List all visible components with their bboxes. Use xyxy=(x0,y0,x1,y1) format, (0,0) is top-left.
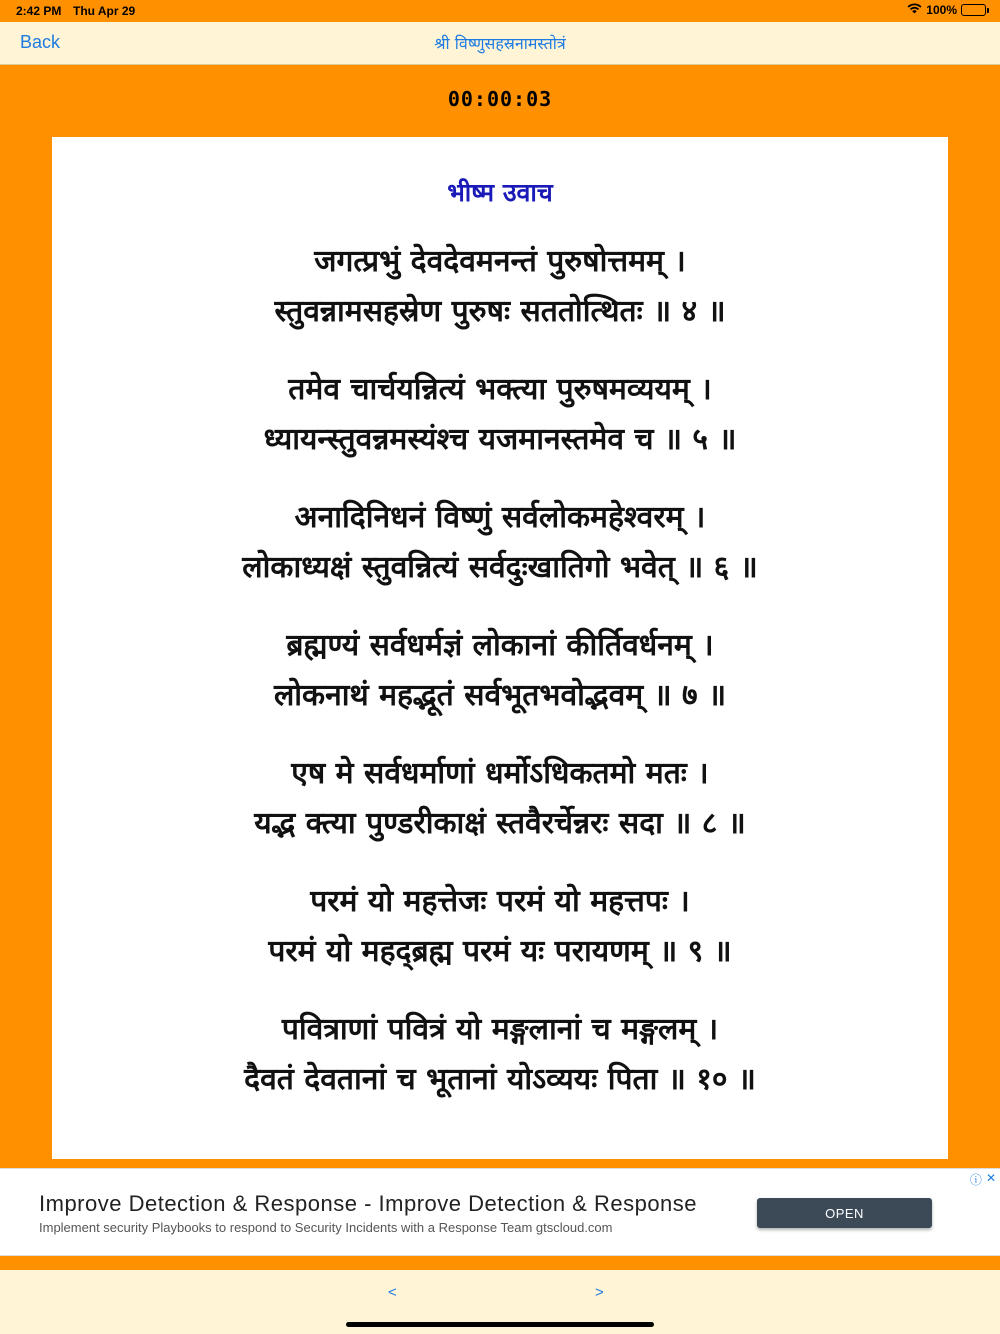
verse-line: एष मे सर्वधर्माणां धर्मोऽधिकतमो मतः । xyxy=(291,756,709,791)
ad-close-icon[interactable]: ✕ xyxy=(985,1171,996,1185)
status-bar xyxy=(0,0,1000,22)
status-time: 2:42 PM xyxy=(16,4,62,18)
verse-8 xyxy=(52,749,948,849)
verse-line: पवित्राणां पवित्रं यो मङ्गलानां च मङ्गलम् । xyxy=(281,1012,719,1047)
verse-5 xyxy=(52,365,948,465)
back-button[interactable]: Back xyxy=(20,32,61,52)
wifi-icon xyxy=(907,3,922,17)
verse-line: तमेव चार्चयन्नित्यं भक्त्या पुरुषमव्ययम् । xyxy=(288,372,712,407)
verse-line: ब्रह्मण्यं सर्वधर्मज्ञं लोकानां कीर्तिवर्धनम् । xyxy=(286,628,714,663)
verse-line: अनादिनिधनं विष्णुं सर्वलोकमहेश्वरम् । xyxy=(294,500,706,535)
verse-4 xyxy=(52,237,948,337)
bottom-toolbar xyxy=(0,1270,1000,1334)
verse-7 xyxy=(52,621,948,721)
previous-page-button[interactable]: < xyxy=(388,1284,397,1301)
verse-line: परमं यो महत्तेजः परमं यो महत्तपः । xyxy=(310,884,690,919)
verse-6 xyxy=(52,493,948,593)
next-page-button[interactable]: > xyxy=(595,1284,604,1301)
verse-line: यद्भ क्त्या पुण्डरीकाक्षं स्तवैरर्चेन्नरः सदा ॥ ८ ॥ xyxy=(254,806,746,841)
battery-percent: 100% xyxy=(926,3,957,17)
navigation-bar xyxy=(0,22,1000,65)
verse-line: परमं यो महद्ब्रह्म परमं यः परायणम् ॥ ९ ॥ xyxy=(268,934,732,969)
verse-9 xyxy=(52,877,948,977)
section-heading: भीष्म उवाच xyxy=(447,178,553,207)
page-title: श्री विष्णुसहस्रनामस्तोत्रं xyxy=(434,34,566,53)
ad-subtitle[interactable]: Implement security Playbooks to respond to Security Incidents with a Response Team gtscloud.com xyxy=(39,1220,613,1235)
verse-line: जगत्प्रभुं देवदेवमनन्तं पुरुषोत्तमम् । xyxy=(314,244,686,279)
ad-banner[interactable] xyxy=(0,1168,1000,1256)
ad-controls xyxy=(970,1171,996,1188)
verse-10 xyxy=(52,1005,948,1105)
elapsed-timer: 00:00:03 xyxy=(447,87,553,111)
ad-info-icon[interactable]: ⓘ xyxy=(969,1173,982,1187)
stotra-page xyxy=(52,137,948,1159)
verse-list xyxy=(52,237,948,1133)
verse-line: लोकाध्यक्षं स्तुवन्नित्यं सर्वदुःखातिगो भवेत् ॥ ६ ॥ xyxy=(242,550,758,585)
ad-title[interactable]: Improve Detection & Response - Improve Detection & Response xyxy=(39,1191,698,1216)
home-indicator[interactable] xyxy=(346,1322,654,1327)
battery-icon xyxy=(961,4,986,16)
verse-line: ध्यायन्स्तुवन्नमस्यंश्च यजमानस्तमेव च ॥ ५ ॥ xyxy=(263,422,737,457)
status-indicators xyxy=(907,3,986,17)
status-date: Thu Apr 29 xyxy=(73,4,136,18)
verse-line: लोकनाथं महद्भूतं सर्वभूतभवोद्भवम् ॥ ७ ॥ xyxy=(273,678,727,713)
verse-line: स्तुवन्नामसहस्रेण पुरुषः सततोत्थितः ॥ ४ ॥ xyxy=(274,294,726,329)
ad-open-button[interactable]: OPEN xyxy=(757,1198,932,1228)
verse-line: दैवतं देवतानां च भूतानां योऽव्ययः पिता ॥ १० ॥ xyxy=(244,1062,756,1097)
